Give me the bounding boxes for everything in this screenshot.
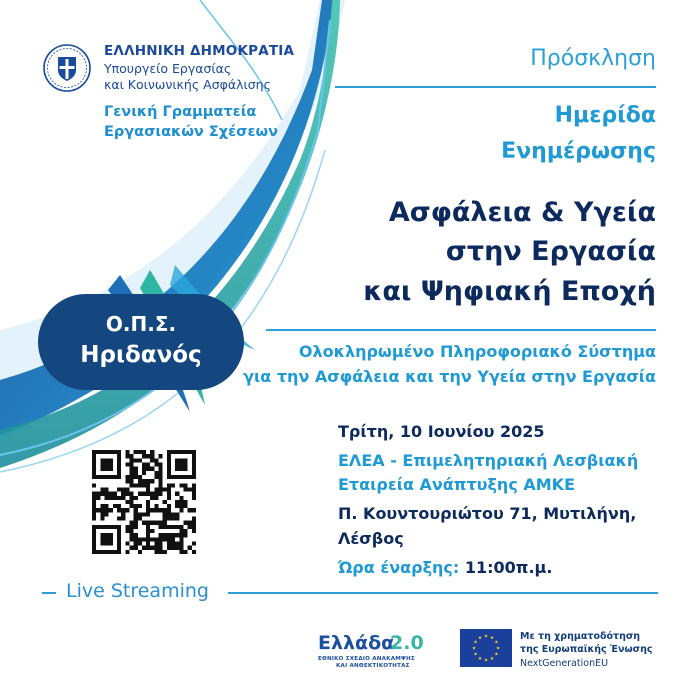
system-badge-acronym: Ο.Π.Σ. [105,312,177,336]
greece-2-0-logo [318,632,450,682]
start-time-value: 11:00π.μ. [464,558,553,577]
system-description-line-1: Ολοκληρωμένο Πληροφοριακό Σύστημα [298,342,656,361]
qr-code-icon[interactable] [92,450,196,554]
greece-logo-subtitle-2: ΚΑΙ ΑΝΘΕΚΤΙΚΟΤΗΤΑΣ [336,663,410,669]
event-title-line-2: στην Εργασία [445,236,656,267]
address-line-2: Λέσβος [338,529,404,548]
greece-logo-subtitle-1: ΕΘΝΙΚΟ ΣΧΕΔΙΟ ΑΝΑΚΑΜΨΗΣ [318,656,415,662]
event-date: Τρίτη, 10 Ιουνίου 2025 [338,422,545,441]
event-type-line-1: Ημερίδα [554,103,656,128]
eu-funding-line-1: Με τη χρηματοδότηση [520,631,641,642]
republic-heading: ΕΛΛΗΝΙΚΗ ΔΗΜΟΚΡΑΤΙΑ [104,43,295,59]
venue-line-1: ΕΛΕΑ - Επιμελητηριακή Λεσβιακή [338,451,639,470]
system-badge-name: Ηριδανός [80,342,202,368]
ministry-line-2: και Κοινωνικής Ασφάλισης [104,77,271,92]
divider [42,592,56,594]
divider [228,592,658,594]
system-description-line-2: για την Ασφάλεια και την Υγεία στην Εργασία [243,367,656,386]
divider [266,329,656,331]
greece-logo-number: 2.0 [390,632,424,654]
address-line-1: Π. Κουντουριώτου 71, Μυτιλήνη, [338,504,637,523]
divider [335,86,656,88]
eu-funding-line-3: NextGenerationEU [520,658,609,669]
general-secretariat-line-2: Εργασιακών Σχέσεων [104,124,279,140]
eu-flag-icon [460,629,512,667]
live-streaming-label[interactable]: Live Streaming [66,580,209,602]
start-time [338,558,552,577]
event-title-line-1: Ασφάλεια & Υγεία [388,197,656,228]
event-type-line-2: Ενημέρωσης [501,139,656,164]
eu-funding-line-2: της Ευρωπαϊκής Ένωσης [520,644,653,655]
venue-line-2: Εταιρεία Ανάπτυξης ΑΜΚΕ [338,475,575,494]
general-secretariat-line-1: Γενική Γραμματεία [104,104,257,120]
event-title-line-3: και Ψηφιακή Εποχή [363,276,656,307]
ministry-line-1: Υπουργείο Εργασίας [104,61,232,76]
invitation-label: Πρόσκληση [530,46,656,71]
greece-logo-word: Ελλάδα [318,632,395,654]
greek-coat-of-arms-icon [42,43,92,93]
start-time-label: Ώρα έναρξης: [338,558,460,577]
